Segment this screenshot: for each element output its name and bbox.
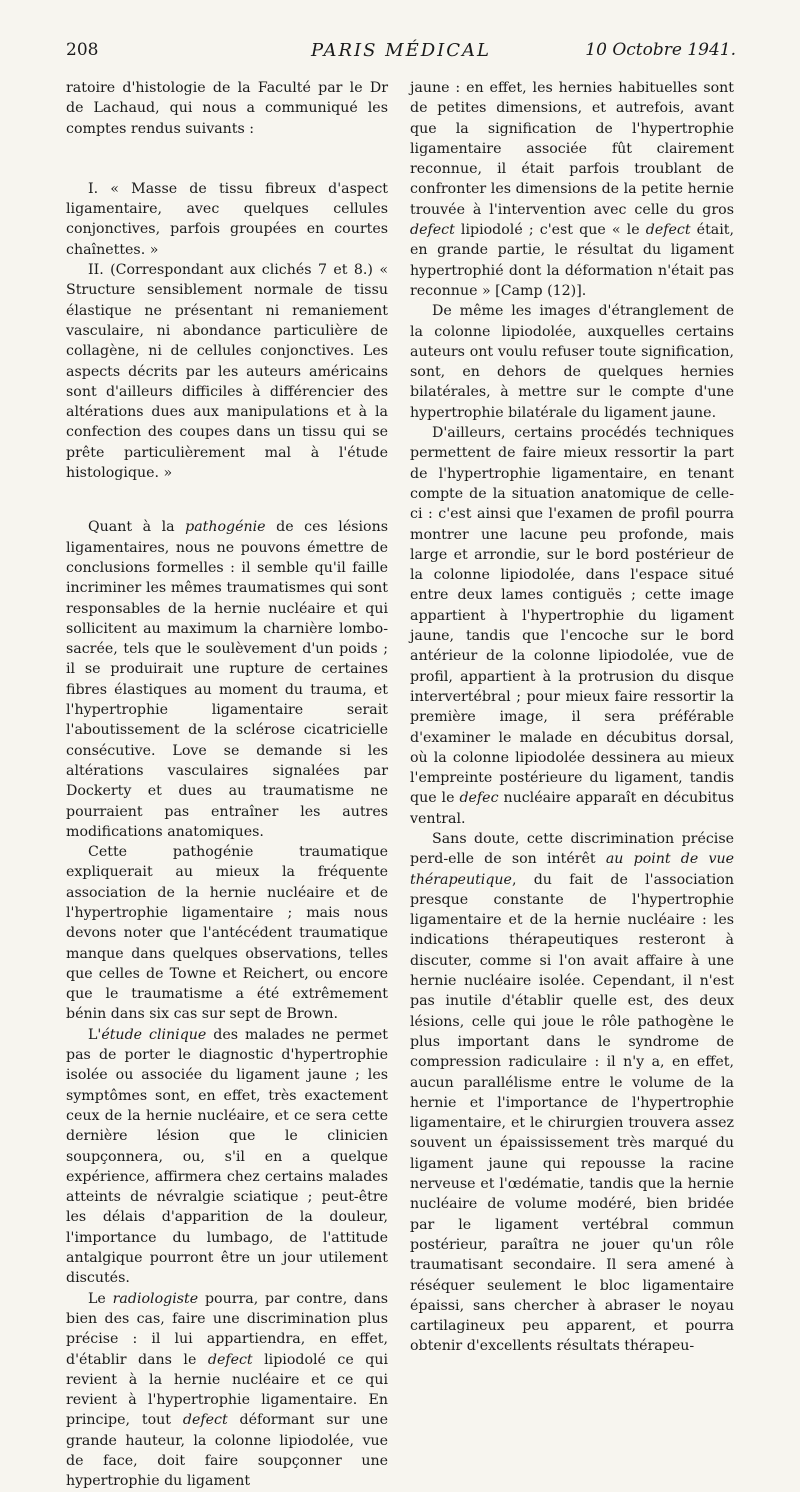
paragraph-pathogenie: Quant à la pathogénie de ces lésions ligamentaires, nous ne pouvons émettre de conclusions formelles : il semble qu'il faille incriminer les mêmes traumatismes qui sont responsables de la hernie nucléaire et qui sollicitent au maximum la charnière lombo-sacrée, tels que le soulèvement d'un poids ; il se produirait une rupture de certaines fibres élastiques au moment du trauma, et l'hypertrophie ligamentaire serait l'aboutissement de la sclérose cicatricielle consécutive. Love se demande si les altérations vasculaires signalées par Dockerty et dues au traumatisme ne pourraient pas entraîner les autres modifications anatomiques. bbox=[66, 519, 388, 840]
paragraph-etude-clinique: L'étude clinique des malades ne permet pas de porter le diagnostic d'hypertrophie isolée ou associée du ligament jaune ; les symptômes sont, en effet, très exactement ceux de la hernie nucléaire, et ce sera cette dernière lésion que le clinicien soupçonnera, ou, s'il en a quelque expérience, affirmera chez certains malades atteints de névralgie sciatique ; peut-être les délais d'apparition de la douleur, l'importance du lumbago, de l'attitude antalgique pourront être un jour utilement discutés. bbox=[66, 1026, 388, 1287]
paragraph: jaune : en effet, les hernies habituelles sont de petites dimensions, et autrefois, avant que la signification de l'hypertrophie ligamentaire associée fût clairement reconnue, il était parfois troublant de confronter les dimensions de la petite hernie trouvée à l'intervention avec celle du gros defect lipiodolé ; c'est que « le defect était, en grande partie, le résultat du ligament hypertrophié dont la déformation n'était pas reconnue » [Camp (12)]. bbox=[410, 80, 734, 299]
paragraph-radiologiste: Le radiologiste pourra, par contre, dans bien des cas, faire une discrimination plus précise : il lui appartiendra, en effet, d'établir dans le defect lipiodolé ce qui revient à la hernie nucléaire et ce qui revient à l'hypertrophie ligamentaire. En principe, tout defect déformant sur une grande hauteur, la colonne lipiodolée, vue de face, doit faire soupçonner une hypertrophie du ligament bbox=[66, 1290, 389, 1490]
page-header bbox=[66, 40, 736, 72]
paragraph: Cette pathogénie traumatique expliquerait au mieux la fréquente association de la hernie nucléaire et de l'hypertrophie ligamentaire ; mais nous devons noter que l'antécédent traumatique manque dans quelques observations, telles que celles de Towne et Reichert, ou encore que le traumatisme a été extrêmement bénin dans six cas sur sept de Brown. bbox=[66, 844, 388, 1023]
histology-report-2: II. (Correspondant aux clichés 7 et 8.) « Structure sensiblement normale de tissu élastique ne présentant ni remaniement vasculaire, ni abondance particulière de collagène, ni de cellules conjonctives. Les aspects décrits par les auteurs américains sont d'ailleurs difficiles à différencier des altérations dues aux manipulations et à la confection des coupes dans un tissu qui se prête particulièrement mal à l'étude histologique. » bbox=[66, 262, 388, 482]
paragraph-therapeutique: Sans doute, cette discrimination précise perd-elle de son intérêt au point de vue thérapeutique, du fait de l'association presque constante de l'hypertrophie ligamentaire et de la hernie nucléaire : les indications thérapeutiques resteront à discuter, comme si l'on avait affaire à une hernie nucléaire isolée. Cependant, il n'est pas inutile d'établir quelle est, des deux lésions, celle qui joue le rôle pathogène le plus important dans le syndrome de compression radiculaire : il n'y a, en effet, aucun parallélisme entre le volume de la hernie et l'importance de l'hypertrophie ligamentaire, et le chirurgien trouvera assez souvent un épaississement très marqué du ligament jaune qui repousse la racine nerveuse et l'œdématie, tandis que la hernie nucléaire de volume modéré, bien bridée par le ligament vertébral commun postérieur, paraîtra ne jouer qu'un rôle traumatisant secondaire. Il sera amené à réséquer seulement le bloc ligamentaire épaissi, sans chercher à abraser le noyau cartilagineux peu apparent, et pourra obtenir d'excellents résultats thérapeu- bbox=[410, 830, 734, 1355]
page-number: 208 bbox=[66, 40, 99, 60]
left-column bbox=[66, 78, 388, 1492]
right-column bbox=[410, 78, 734, 1357]
histology-report-1: I. « Masse de tissu fibreux d'aspect ligamentaire, avec quelques cellules conjonctives, parfois groupées en courtes chaînettes. » bbox=[66, 180, 388, 258]
journal-title: PARIS MÉDICAL bbox=[310, 40, 491, 61]
paragraph: D'ailleurs, certains procédés techniques permettent de faire mieux ressortir la part de l'hypertrophie ligamentaire, en tenant compte de la situation anatomique de celle-ci : c'est ainsi que l'examen de profil pourra montrer une lacune peu profonde, mais large et arrondie, sur le bord postérieur de la colonne lipiodolée, dans l'espace situé entre deux lames contiguës ; cette image appartient à l'hypertrophie du ligament jaune, tandis que l'encoche sur le bord antérieur de la colonne lipiodolée, vue de profil, appartient à la protrusion du disque intervertébral ; pour mieux faire ressortir la première image, il sera préférable d'examiner le malade en décubitus dorsal, où la colonne lipiodolée dessinera au mieux l'empreinte postérieure du ligament, tandis que le defec nucléaire apparaît en décubitus ventral. bbox=[410, 425, 734, 827]
issue-date: 10 Octobre 1941. bbox=[585, 40, 736, 60]
paragraph: De même les images d'étranglement de la colonne lipiodolée, auxquelles certains auteurs ont voulu refuser toute signification, sont, en dehors de quelques hernies bilatérales, à mettre sur le compte d'une hypertrophie bilatérale du ligament jaune. bbox=[410, 303, 734, 421]
paragraph: ratoire d'histologie de la Faculté par le Dr de Lachaud, qui nous a communiqué les comptes rendus suivants : bbox=[66, 80, 388, 137]
